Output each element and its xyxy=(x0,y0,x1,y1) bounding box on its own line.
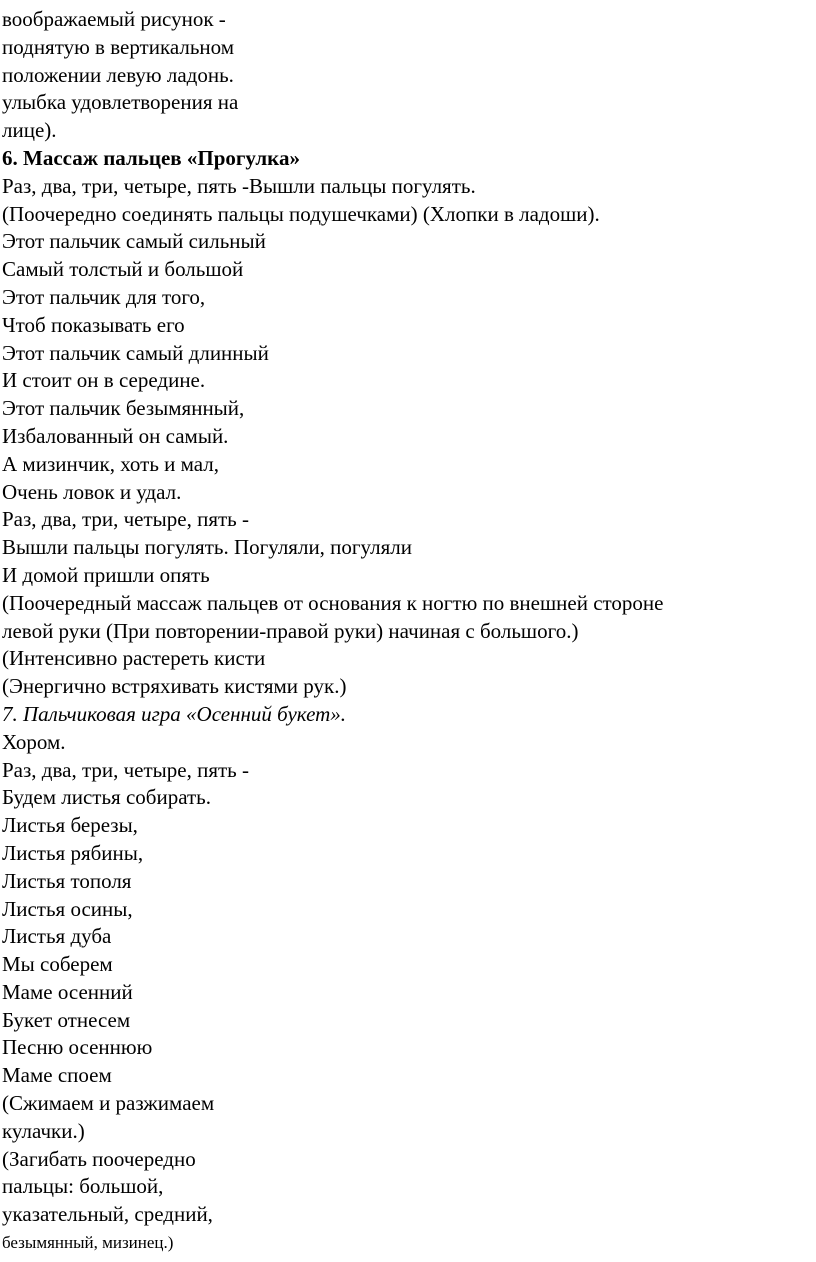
text-line: Маме споем xyxy=(2,1063,112,1088)
text-line: Этот пальчик безымянный, xyxy=(2,396,245,421)
text-line: Листья рябины, xyxy=(2,840,144,865)
text-line: Очень ловок и удал. xyxy=(2,479,182,504)
text-line: Листья дуба xyxy=(2,924,112,949)
text-line: безымянный, мизинец.) xyxy=(2,1233,174,1253)
text-line: кулачки.) xyxy=(2,1118,85,1143)
text-line: пальцы: большой, xyxy=(2,1174,164,1199)
text-line: воображаемый рисунок - xyxy=(2,7,226,31)
section-heading-italic: 7. Пальчиковая игра «Осенний букет». xyxy=(2,701,347,726)
text-line: лице). xyxy=(2,118,57,143)
section-heading: 6. Массаж пальцев «Прогулка» xyxy=(2,145,300,170)
text-line: А мизинчик, хоть и мал, xyxy=(2,451,220,476)
text-line: указательный, средний, xyxy=(2,1202,213,1227)
text-line: (Загибать поочередно xyxy=(2,1146,196,1171)
text-line: Раз, два, три, четыре, пять - xyxy=(2,757,249,782)
document-page xyxy=(2,6,814,1257)
text-line: положении левую ладонь. xyxy=(2,62,234,87)
text-line: Раз, два, три, четыре, пять - xyxy=(2,507,249,532)
text-line: Будем листья собирать. xyxy=(2,785,211,810)
text-line: (Энергично встряхивать кистями рук.) xyxy=(2,674,347,699)
text-line: Маме осенний xyxy=(2,979,133,1004)
text-line: Этот пальчик самый сильный xyxy=(2,229,266,254)
text-line: Хором. xyxy=(2,729,66,754)
text-line: Листья березы, xyxy=(2,813,138,838)
text-line: И домой пришли опять xyxy=(2,562,210,587)
text-line: Песню осеннюю xyxy=(2,1035,153,1060)
text-line: (Поочередный массаж пальцев от основания к ногтю по внешней стороне xyxy=(2,590,664,615)
text-line: Самый толстый и большой xyxy=(2,257,244,282)
text-line: Листья осины, xyxy=(2,896,133,921)
text-line: Букет отнесем xyxy=(2,1007,131,1032)
text-line: И стоит он в середине. xyxy=(2,368,206,393)
text-line: (Интенсивно растереть кисти xyxy=(2,646,266,671)
text-line: Избалованный он самый. xyxy=(2,423,229,448)
text-line: улыбка удовлетворения на xyxy=(2,90,239,115)
text-line: Этот пальчик самый длинный xyxy=(2,340,269,365)
text-line: Этот пальчик для того, xyxy=(2,284,206,309)
text-line: Листья тополя xyxy=(2,868,132,893)
text-line: левой руки (При повторении-правой руки) начиная с большого.) xyxy=(2,618,579,643)
text-line: Мы соберем xyxy=(2,952,113,977)
text-line: Чтоб показывать его xyxy=(2,312,185,337)
text-line: Вышли пальцы погулять. Погуляли, погуляли xyxy=(2,535,412,560)
text-line: (Поочередно соединять пальцы подушечками) (Хлопки в ладоши). xyxy=(2,201,600,226)
text-line: поднятую в вертикальном xyxy=(2,34,235,59)
text-line: (Сжимаем и разжимаем xyxy=(2,1091,215,1116)
text-line: Раз, два, три, четыре, пять -Вышли пальцы погулять. xyxy=(2,173,476,198)
